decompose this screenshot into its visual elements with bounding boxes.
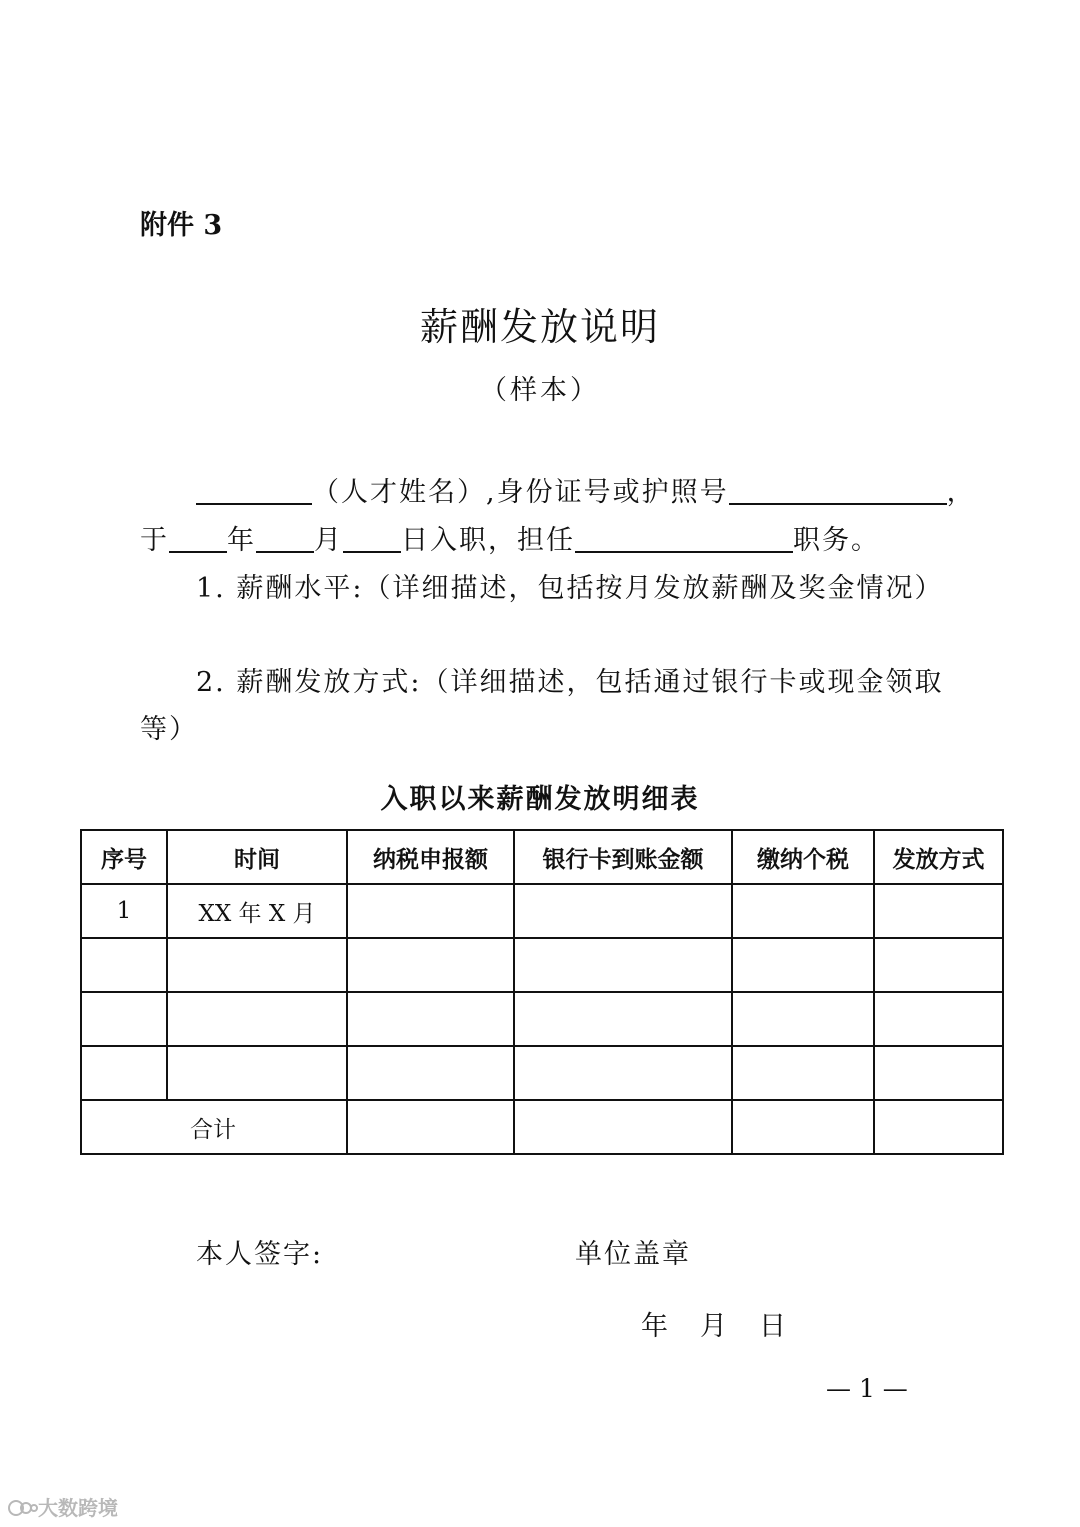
table-cell (81, 938, 167, 992)
table-cell (347, 992, 514, 1046)
table-cell (874, 1100, 1003, 1154)
id-blank (729, 476, 947, 505)
item-payment-method-cont: 等） (140, 714, 198, 745)
name-hint: （人才姓名）, (312, 477, 497, 508)
table-cell (732, 992, 874, 1046)
table-cell (81, 1046, 167, 1100)
table-header-row (81, 830, 1003, 884)
intro-line-1 (196, 470, 976, 509)
table-total-row (81, 1100, 1003, 1154)
page-number: — 1 — (826, 1374, 908, 1403)
table-cell (874, 938, 1003, 992)
table-cell (732, 938, 874, 992)
table-cell (514, 1100, 732, 1154)
table-cell (874, 992, 1003, 1046)
date-day-label: 日 (759, 1311, 788, 1342)
table-cell (167, 938, 347, 992)
header-cell: 发放方式 (874, 830, 1003, 884)
seal-label: 单位盖章 (575, 1239, 691, 1270)
table-cell (732, 1100, 874, 1154)
yu-label: 于 (140, 525, 169, 556)
item-payment-method: 2. 薪酬发放方式:（详细描述，包括通过银行卡或现金领取 (196, 667, 944, 698)
table-cell (514, 992, 732, 1046)
document-subtitle: （样本） (480, 375, 600, 406)
table-cell: XX 年 X 月 (167, 884, 347, 938)
table-cell (167, 992, 347, 1046)
table-row (81, 884, 1003, 938)
date-year-label: 年 (641, 1311, 670, 1342)
header-cell: 缴纳个税 (732, 830, 874, 884)
table-cell (347, 1046, 514, 1100)
header-cell: 时间 (167, 830, 347, 884)
attachment-label: 附件 3 (140, 210, 223, 241)
position-label: 担任 (517, 525, 575, 556)
salary-detail-table (80, 829, 1004, 1155)
table-cell (514, 884, 732, 938)
table-cell (732, 1046, 874, 1100)
month-blank (256, 524, 314, 553)
watermark-logo-icon (8, 1498, 38, 1518)
table-cell (347, 938, 514, 992)
intro-line-2 (140, 518, 880, 557)
table-row (81, 992, 1003, 1046)
table-cell (514, 938, 732, 992)
header-cell: 序号 (81, 830, 167, 884)
id-label: 身份证号或护照号 (496, 477, 729, 508)
year-label: 年 (227, 525, 256, 556)
watermark (8, 1492, 118, 1521)
position-suffix: 职务。 (793, 525, 880, 556)
table-row (81, 1046, 1003, 1100)
table-cell: 1 (81, 884, 167, 938)
table-cell (874, 884, 1003, 938)
table-title: 入职以来薪酬发放明细表 (380, 784, 700, 815)
table-cell (732, 884, 874, 938)
day-join-label: 日入职， (401, 525, 517, 556)
table-cell (81, 992, 167, 1046)
header-cell: 纳税申报额 (347, 830, 514, 884)
item-salary-level: 1. 薪酬水平:（详细描述，包括按月发放薪酬及奖金情况） (196, 573, 944, 604)
table-cell (167, 1046, 347, 1100)
name-blank (196, 476, 312, 505)
date-month-label: 月 (700, 1311, 729, 1342)
signature-label: 本人签字: (196, 1239, 324, 1270)
header-cell: 银行卡到账金额 (514, 830, 732, 884)
day-blank (343, 524, 401, 553)
table-cell (514, 1046, 732, 1100)
year-blank (169, 524, 227, 553)
document-title: 薪酬发放说明 (419, 305, 660, 349)
watermark-text: 大数跨境 (38, 1496, 118, 1520)
total-label: 合计 (81, 1100, 347, 1154)
table-row (81, 938, 1003, 992)
position-blank (575, 524, 793, 553)
table-cell (874, 1046, 1003, 1100)
table-cell (347, 884, 514, 938)
intro-comma: ， (946, 477, 976, 508)
month-label: 月 (314, 525, 343, 556)
table-cell (347, 1100, 514, 1154)
